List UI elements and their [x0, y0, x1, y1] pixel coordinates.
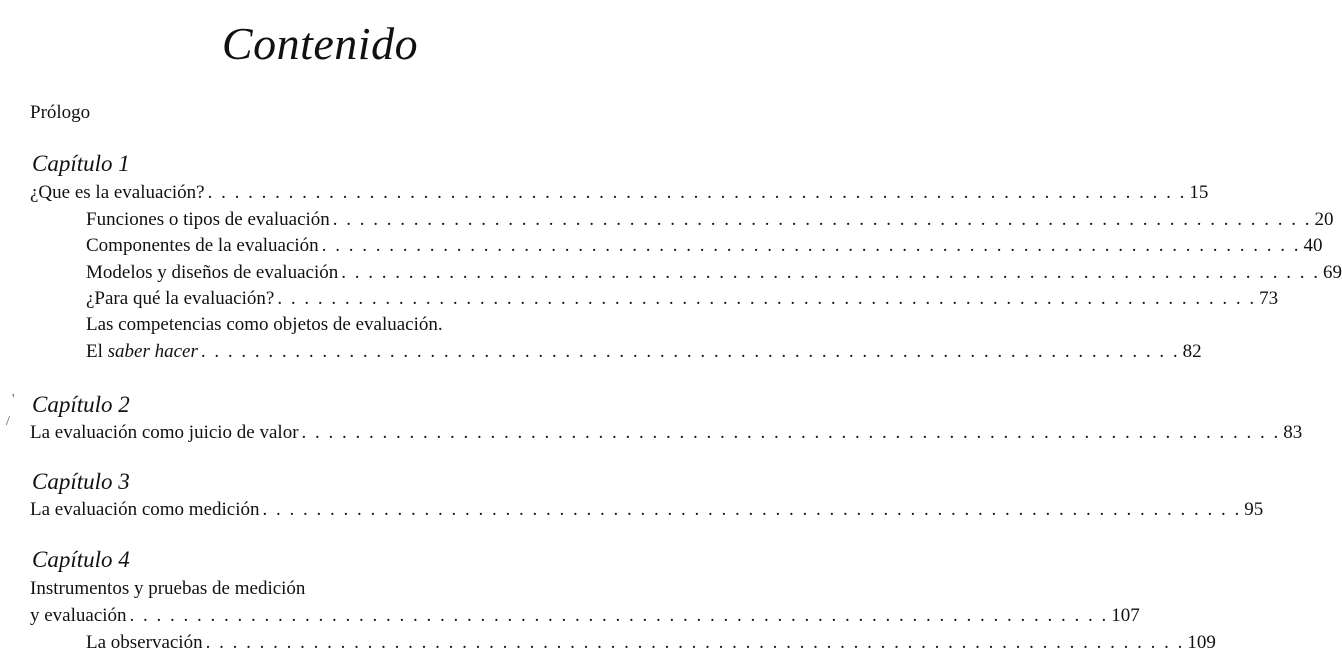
- toc-entry-title: y evaluación: [30, 605, 127, 626]
- scan-speck: ': [12, 392, 15, 407]
- toc-entry: [30, 180, 1209, 206]
- toc-entry: [86, 207, 1334, 233]
- toc-entry-page: 95: [1244, 499, 1264, 520]
- chapter-2-heading: Capítulo 2: [32, 392, 130, 417]
- dot-leader: . . . . . . . . . . . . . . . . . . . . . . . . . . . . . . . . . . . . . . . . . . . . . . . . . . . . . . . . . . . . . . . . . . . . . . . . .: [277, 288, 1257, 309]
- scan-speck: /: [6, 414, 10, 429]
- toc-entry-title: La evaluación como medición: [30, 499, 260, 520]
- dot-leader: . . . . . . . . . . . . . . . . . . . . . . . . . . . . . . . . . . . . . . . . . . . . . . . . . . . . . . . . . . . . . . . . . . . . . . . . .: [262, 499, 1242, 520]
- toc-entry-title: Instrumentos y pruebas de medición: [30, 578, 306, 599]
- toc-entry-page: 20: [1314, 209, 1334, 230]
- toc-entry-title: Modelos y diseños de evaluación: [86, 262, 339, 283]
- toc-entry: [86, 260, 1342, 286]
- dot-leader: . . . . . . . . . . . . . . . . . . . . . . . . . . . . . . . . . . . . . . . . . . . . . . . . . . . . . . . . . . . . . . . . . . . . . . . . .: [301, 422, 1281, 443]
- chapter-3-heading: Capítulo 3: [32, 469, 130, 494]
- toc-entry-title: La evaluación como juicio de valor: [30, 422, 299, 443]
- toc-entry-title: [86, 339, 198, 365]
- chapter-4-heading: Capítulo 4: [32, 547, 130, 572]
- toc-entry: [30, 420, 1303, 446]
- toc-entry-page: 109: [1187, 632, 1216, 653]
- toc-entry: [30, 603, 1140, 629]
- toc-entry-prologo: Prólogo: [30, 102, 91, 123]
- dot-leader: . . . . . . . . . . . . . . . . . . . . . . . . . . . . . . . . . . . . . . . . . . . . . . . . . . . . . . . . . . . . . . . . . . . . . . . . .: [200, 341, 1180, 362]
- toc-entry-title: Funciones o tipos de evaluación: [86, 209, 330, 230]
- toc-entry-title: La observación: [86, 632, 203, 653]
- dot-leader: . . . . . . . . . . . . . . . . . . . . . . . . . . . . . . . . . . . . . . . . . . . . . . . . . . . . . . . . . . . . . . . . . . . . . . . . .: [321, 235, 1301, 256]
- page-title: Contenido: [221, 18, 419, 69]
- dot-leader: . . . . . . . . . . . . . . . . . . . . . . . . . . . . . . . . . . . . . . . . . . . . . . . . . . . . . . . . . . . . . . . . . . . . . . . . .: [341, 262, 1320, 283]
- toc-entry-page: 107: [1111, 605, 1140, 626]
- toc-entry-page: 82: [1182, 341, 1202, 362]
- dot-leader: . . . . . . . . . . . . . . . . . . . . . . . . . . . . . . . . . . . . . . . . . . . . . . . . . . . . . . . . . . . . . . . . . . . . . . . . .: [207, 182, 1187, 203]
- toc-entry-title: Las competencias como objetos de evaluación.: [86, 314, 443, 335]
- toc-entry-title: ¿Que es la evaluación?: [30, 182, 205, 203]
- toc-entry-title: ¿Para qué la evaluación?: [86, 288, 275, 309]
- toc-entry-page: 40: [1303, 235, 1323, 256]
- toc-entry-page: 83: [1283, 422, 1303, 443]
- toc-entry: [86, 339, 1202, 365]
- dot-leader: . . . . . . . . . . . . . . . . . . . . . . . . . . . . . . . . . . . . . . . . . . . . . . . . . . . . . . . . . . . . . . . . . . . . . . . . .: [129, 605, 1109, 626]
- toc-entry-page: 69: [1322, 262, 1342, 283]
- toc-entry-title-emphasis: saber hacer: [107, 341, 198, 362]
- toc-entry: [86, 233, 1323, 259]
- dot-leader: . . . . . . . . . . . . . . . . . . . . . . . . . . . . . . . . . . . . . . . . . . . . . . . . . . . . . . . . . . . . . . . . . . . . . . . . .: [205, 632, 1185, 653]
- toc-entry: [30, 497, 1264, 523]
- toc-entry-title: Componentes de la evaluación: [86, 235, 319, 256]
- toc-entry-page: 15: [1189, 182, 1209, 203]
- dot-leader: . . . . . . . . . . . . . . . . . . . . . . . . . . . . . . . . . . . . . . . . . . . . . . . . . . . . . . . . . . . . . . . . . . . . . . . . .: [332, 209, 1312, 230]
- toc-entry: [86, 630, 1216, 656]
- chapter-1-heading: Capítulo 1: [32, 151, 130, 176]
- toc-entry: [86, 286, 1279, 312]
- toc-entry-title-prefix: El: [86, 341, 108, 362]
- toc-entry-page: 73: [1259, 288, 1279, 309]
